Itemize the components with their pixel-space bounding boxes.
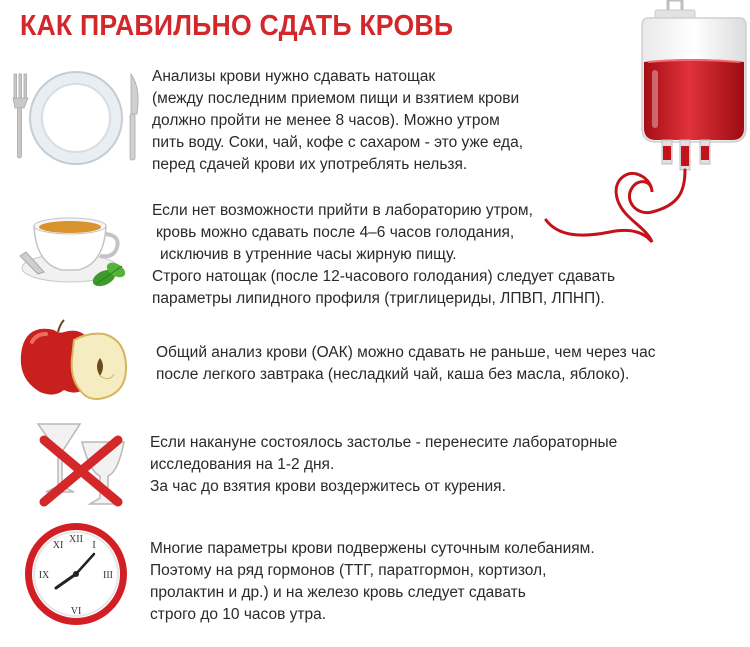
section-feast — [150, 432, 617, 498]
section-line: Строго натощак (после 12-часового голодания) следует сдавать — [152, 268, 616, 285]
section-line: исключив в утренние часы жирную пищу. — [160, 246, 457, 263]
section-line: Если нет возможности прийти в лабораторию утром, — [152, 202, 533, 219]
svg-text:I: I — [92, 540, 96, 551]
section-hormones — [150, 538, 595, 626]
svg-text:XI: XI — [52, 540, 64, 551]
apple-icon — [14, 318, 132, 402]
section-line: Анализы крови нужно сдавать натощак — [152, 68, 436, 85]
section-line: перед сдачей крови их употреблять нельзя. — [152, 156, 468, 173]
svg-text:XII: XII — [69, 534, 83, 545]
section-line: исследования на 1-2 дня. — [150, 456, 335, 473]
section-fasting-hours — [152, 200, 615, 310]
svg-text:IX: IX — [38, 570, 50, 581]
section-line: Если накануне состоялось застолье - перенесите лабораторные — [150, 434, 618, 451]
svg-text:VI: VI — [70, 606, 82, 617]
section-line: Поэтому на ряд гормонов (ТТГ, паратгормон, кортизол, — [150, 562, 547, 579]
page-title: КАК ПРАВИЛЬНО СДАТЬ КРОВЬ — [20, 10, 454, 42]
section-line: строго до 10 часов утра. — [150, 606, 327, 623]
section-line: должно пройти не менее 8 часов). Можно утром — [152, 112, 500, 129]
section-line: после легкого завтрака (несладкий чай, каша без масла, яблоко). — [156, 366, 630, 383]
clock-icon — [22, 520, 130, 628]
section-cbc — [156, 342, 656, 386]
section-line: пролактин и др.) и на железо кровь следует сдавать — [150, 584, 526, 601]
no-alcohol-icon — [34, 420, 129, 510]
section-line: Общий анализ крови (ОАК) можно сдавать не раньше, чем через час — [156, 344, 656, 361]
section-line: Многие параметры крови подвержены суточным колебаниям. — [150, 540, 595, 557]
svg-text:III: III — [103, 570, 113, 581]
section-line: параметры липидного профиля (триглицериды, ЛПВП, ЛПНП). — [152, 290, 605, 307]
section-line: За час до взятия крови воздержитесь от курения. — [150, 478, 506, 495]
section-fasting — [152, 66, 523, 176]
plate-cutlery-icon — [8, 68, 143, 168]
section-line: пить воду. Соки, чай, кофе с сахаром - это уже еда, — [152, 134, 524, 151]
section-line: кровь можно сдавать после 4–6 часов голодания, — [156, 224, 515, 241]
tea-cup-icon — [18, 208, 133, 298]
section-line: (между последним приемом пищи и взятием крови — [152, 90, 520, 107]
